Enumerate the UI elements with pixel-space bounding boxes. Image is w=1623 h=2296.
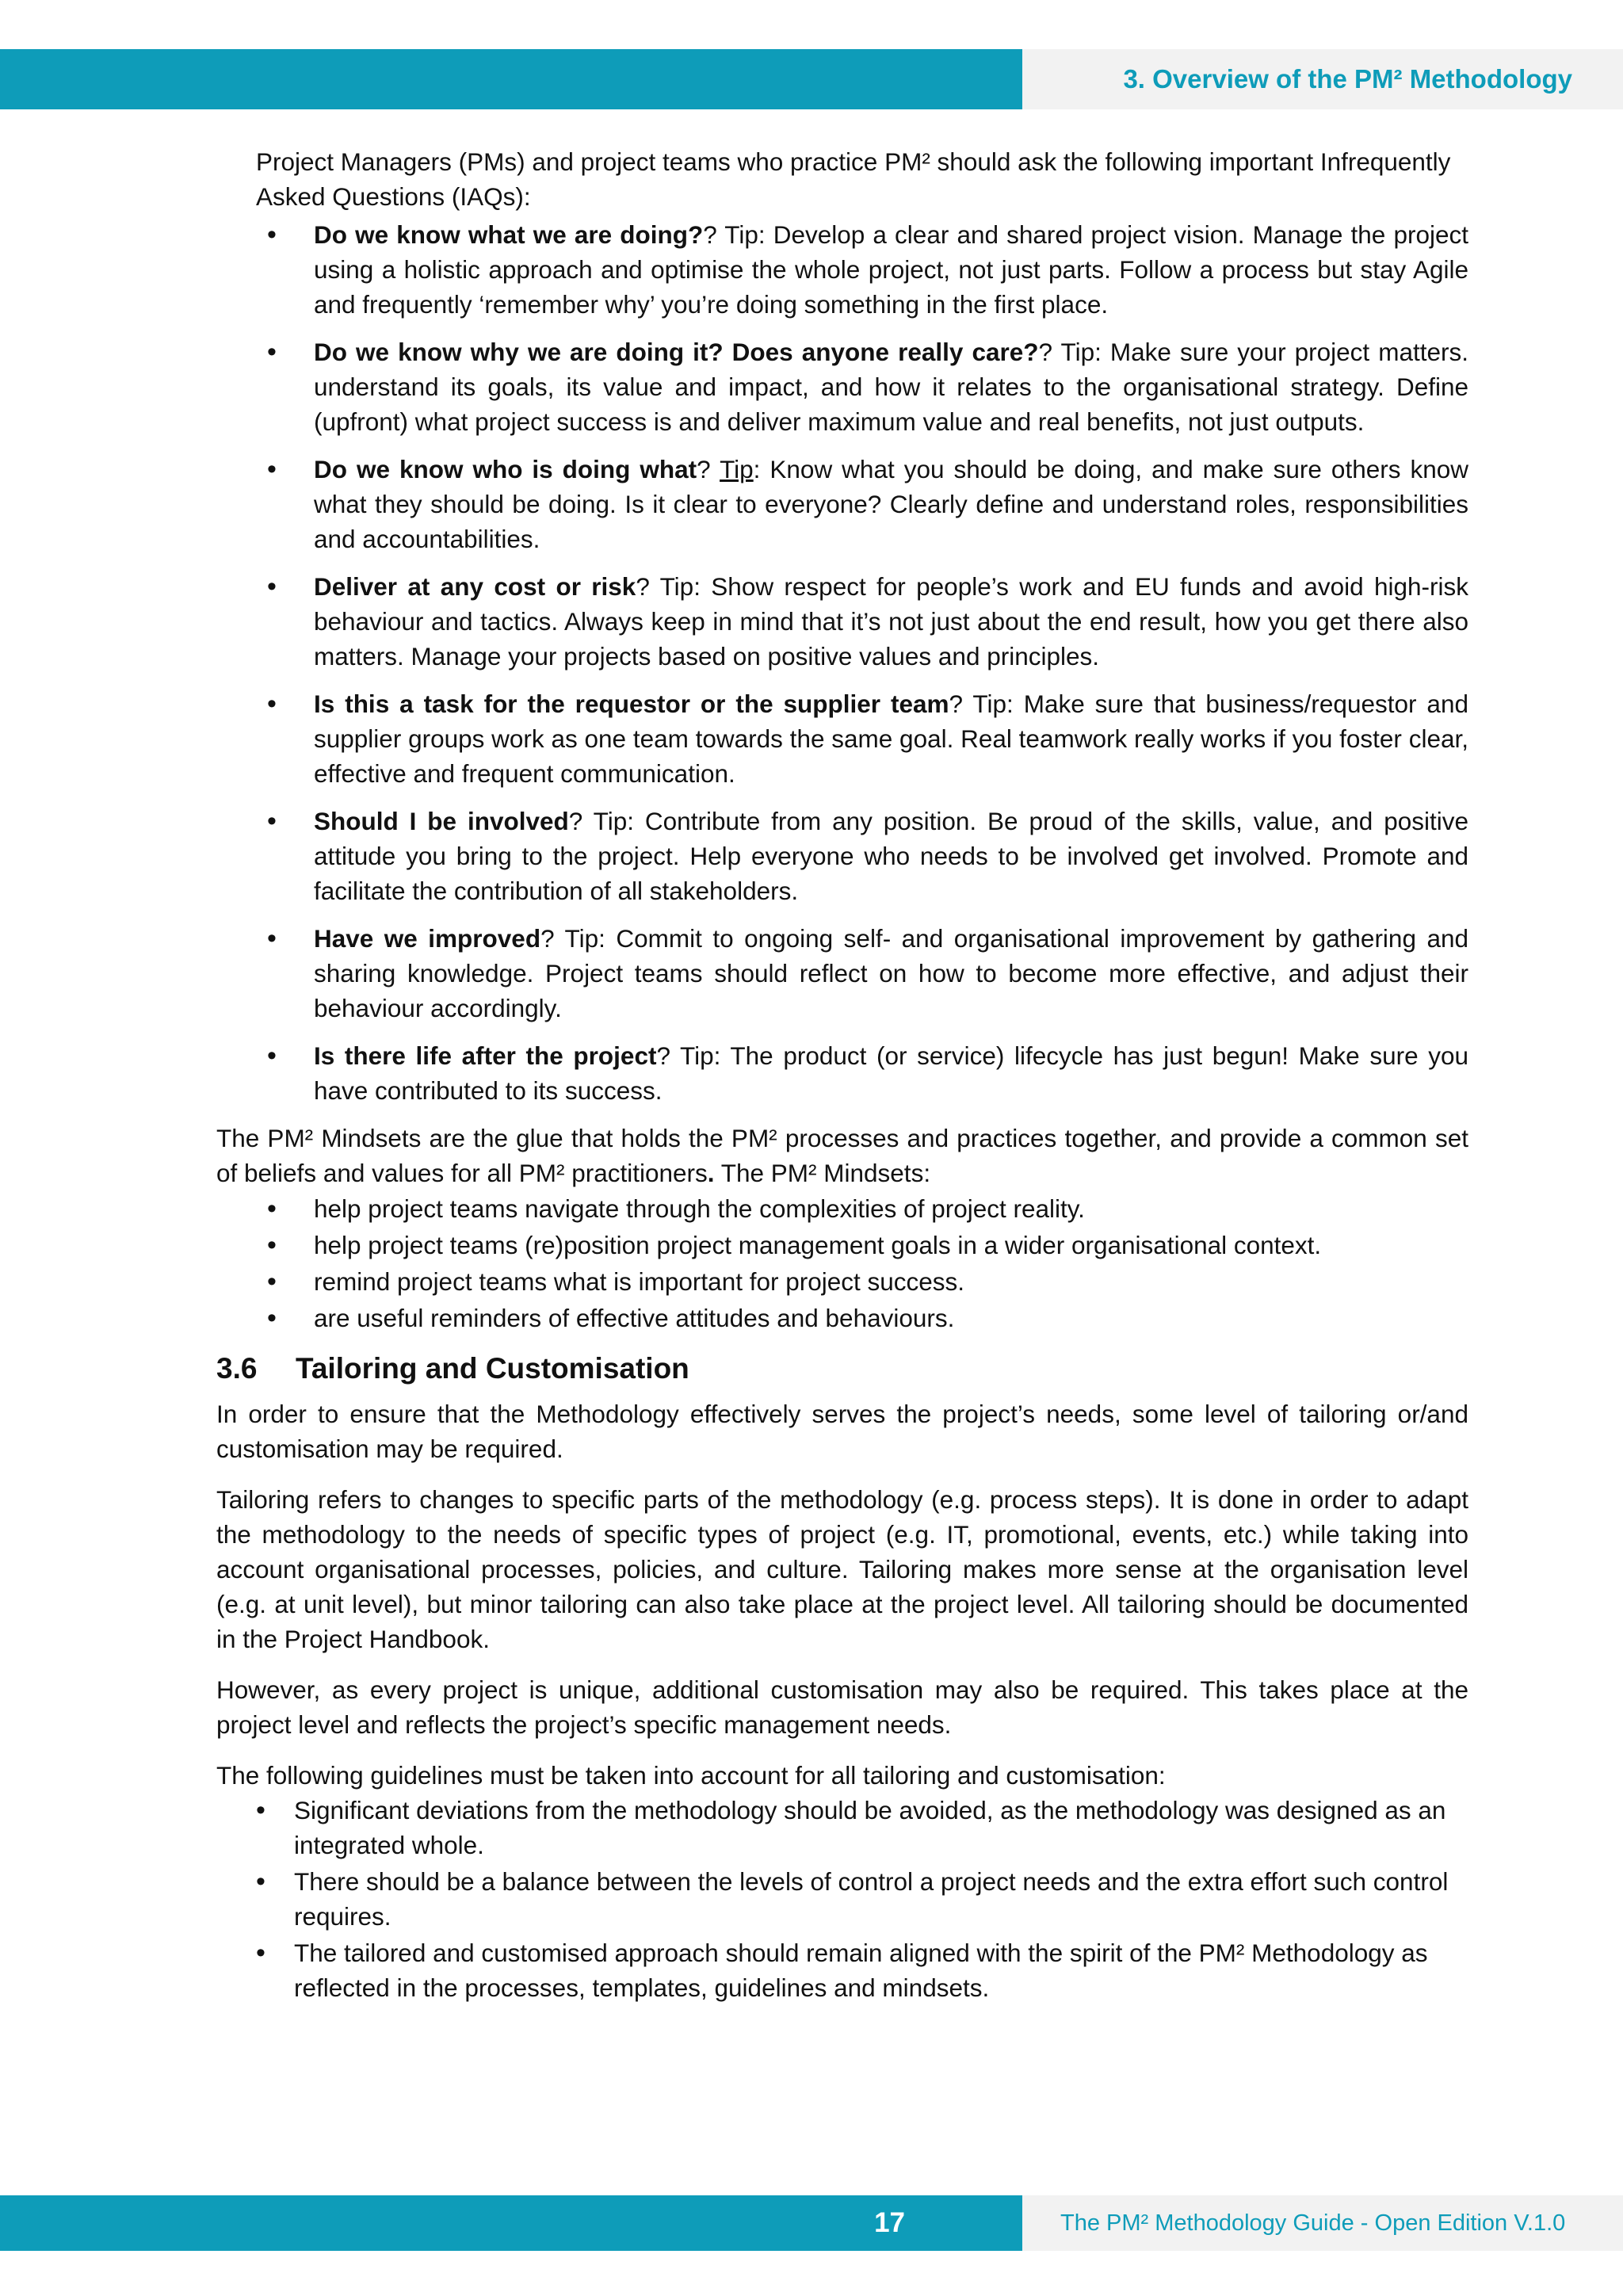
footer-page-number: 17 xyxy=(0,2195,1022,2251)
iaq-intro: Project Managers (PMs) and project teams who practice PM² should ask the following important Infrequently Asked Questions (IAQs): xyxy=(256,147,1451,211)
list-item: • Is there life after the project? Tip: The product (or service) lifecycle has just begun! Make sure you have contributed to its success. xyxy=(216,1038,1468,1108)
list-item: • help project teams (re)position project management goals in a wider organisational context. xyxy=(216,1227,1468,1263)
list-item: • Do we know who is doing what? Tip: Know what you should be doing, and make sure others know what they should be doing. Is it clear to everyone? Clearly define and understand roles, responsibilities and accountabilities. xyxy=(216,452,1468,556)
section-title: Tailoring and Customisation xyxy=(296,1352,689,1385)
list-item: • Should I be involved? Tip: Contribute from any position. Be proud of the skills, value, and positive attitude you bring to the project. Help everyone who needs to be involved get involved. Promote and facilitate the contribution of all stakeholders. xyxy=(216,804,1468,908)
header-accent-bar xyxy=(0,49,1022,109)
section-number: 3.6 xyxy=(216,1352,258,1385)
list-item: • Is this a task for the requestor or the supplier team? Tip: Make sure that business/requestor and supplier groups work as one team towards the same goal. Real teamwork really works if you foster clear, effective and frequent communication. xyxy=(216,686,1468,791)
section-heading xyxy=(216,1349,1468,1389)
tailoring-paragraph-3: However, as every project is unique, additional customisation may also be required. This takes place at the project level and reflects the project’s specific management needs. xyxy=(216,1675,1468,1739)
guidelines-list xyxy=(216,1793,1468,2005)
list-item: • Have we improved? Tip: Commit to ongoing self- and organisational improvement by gathering and sharing knowledge. Project teams should reflect on how to become more effective, and adjust their behaviour accordingly. xyxy=(216,921,1468,1026)
footer-guide-title: The PM² Methodology Guide - Open Edition V.1.0 xyxy=(1022,2195,1623,2251)
list-item: • Do we know why we are doing it? Does anyone really care?? Tip: Make sure your project matters. understand its goals, its value and impact, and how it relates to the organisational strategy. Define (upfront) what project success is and deliver maximum value and real benefits, not just outputs. xyxy=(216,334,1468,439)
page-content xyxy=(216,144,1468,2007)
chapter-title: 3. Overview of the PM² Methodology xyxy=(1022,49,1623,109)
list-item: • The tailored and customised approach should remain aligned with the spirit of the PM² Methodology as reflected in the processes, templates, guidelines and mindsets. xyxy=(216,1935,1468,2005)
list-item: • Do we know what we are doing?? Tip: Develop a clear and shared project vision. Manage the project using a holistic approach and optimise the whole project, not just parts. Follow a process but stay Agile and frequently ‘remember why’ you’re doing something in the first place. xyxy=(216,217,1468,322)
list-item: • Significant deviations from the methodology should be avoided, as the methodology was designed as an integrated whole. xyxy=(216,1793,1468,1862)
list-item: • are useful reminders of effective attitudes and behaviours. xyxy=(216,1300,1468,1336)
tailoring-paragraph-1: In order to ensure that the Methodology effectively serves the project’s needs, some level of tailoring or/and customisation may be required. xyxy=(216,1400,1468,1463)
tailoring-paragraph-4: The following guidelines must be taken into account for all tailoring and customisation: xyxy=(216,1761,1166,1790)
list-item: • help project teams navigate through the complexities of project reality. xyxy=(216,1190,1468,1227)
iaq-list xyxy=(216,217,1468,1108)
mindsets-list xyxy=(216,1190,1468,1336)
mindsets-paragraph: The PM² Mindsets are the glue that holds the PM² processes and practices together, and provide a common set of beliefs and values for all PM² practitioners. The PM² Mindsets: xyxy=(216,1124,1468,1187)
tailoring-paragraph-2: Tailoring refers to changes to specific parts of the methodology (e.g. process steps). It is done in order to adapt the methodology to the needs of specific types of project (e.g. IT, promotional, events, etc.) while taking into account organisational processes, policies, and culture. Tailoring makes more sense at the organisation level (e.g. at unit level), but minor tailoring can also take place at the project level. All tailoring should be documented in the Project Handbook. xyxy=(216,1485,1468,1653)
list-item: • remind project teams what is important for project success. xyxy=(216,1263,1468,1300)
list-item: • There should be a balance between the levels of control a project needs and the extra effort such control requires. xyxy=(216,1864,1468,1934)
list-item: • Deliver at any cost or risk? Tip: Show respect for people’s work and EU funds and avoid high-risk behaviour and tactics. Always keep in mind that it’s not just about the end result, how you get there also matters. Manage your projects based on positive values and principles. xyxy=(216,569,1468,674)
